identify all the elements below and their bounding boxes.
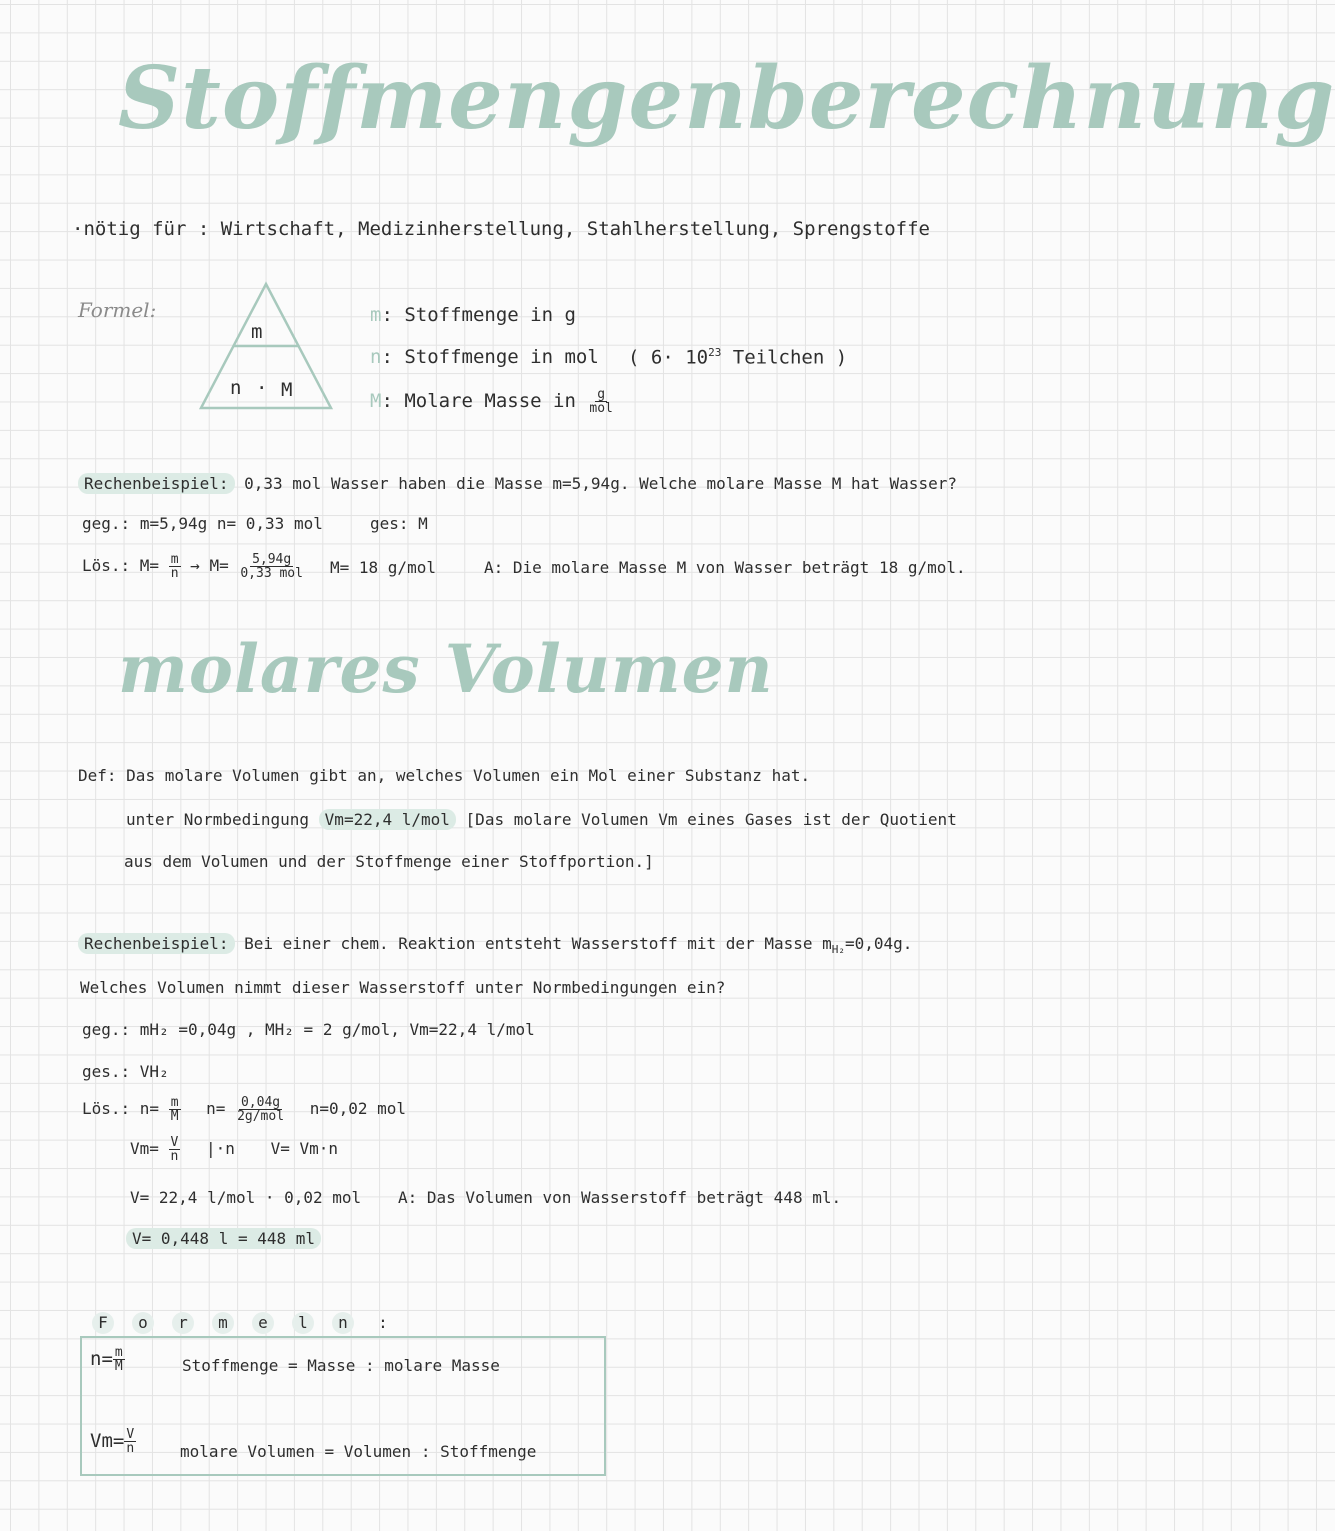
def-amount-text: : Stoffmenge in mol — [381, 346, 599, 368]
triangle-top: m — [251, 321, 263, 343]
formeln-letter: m — [212, 1312, 234, 1334]
def-molar-mass — [370, 388, 615, 415]
e2-f2-num: 0,04g — [240, 1095, 281, 1110]
example2-sought: ges.: VH₂ — [82, 1062, 169, 1081]
example2-n-eq: n= — [206, 1099, 226, 1118]
definition-label: Def: — [78, 766, 117, 785]
formeln-letter: : — [378, 1313, 388, 1332]
example2-solution1 — [82, 1096, 406, 1123]
formeln-letter: n — [332, 1312, 354, 1334]
particles-pre: ( 6· 10 — [628, 346, 709, 369]
formeln-row2-fraction — [124, 1428, 136, 1455]
def-amount — [370, 346, 599, 368]
example2-n-result: n=0,02 mol — [309, 1099, 407, 1118]
example2-given: geg.: mH₂ =0,04g , MH₂ = 2 g/mol, Vm=22,4 l/mol — [82, 1020, 535, 1039]
def-mass — [370, 304, 576, 326]
formeln-heading — [92, 1312, 412, 1334]
unit-den: mol — [589, 401, 613, 416]
e2-f3-den: n — [170, 1149, 179, 1164]
example1-result: M= 18 g/mol — [330, 558, 436, 577]
example2-line1 — [78, 934, 912, 956]
formeln-letter: e — [252, 1312, 274, 1334]
e2-f2-den: 2g/mol — [237, 1109, 285, 1124]
def-molar-mass-text: : Molare Masse in — [381, 390, 576, 412]
example1-solution — [82, 553, 305, 580]
formeln-row2 — [90, 1428, 136, 1455]
example2-vm-eq: Vm= — [130, 1139, 159, 1158]
row1-den: M — [114, 1359, 123, 1374]
f1-num: m — [170, 552, 179, 567]
example2-text1: Bei einer chem. Reaktion entsteht Wasserstoff mit der Masse m — [244, 934, 832, 953]
example2-v-eq: V= Vm·n — [270, 1139, 338, 1158]
formeln-letter: l — [292, 1312, 314, 1334]
example2-v-result: V= 0,448 l = 448 ml — [126, 1228, 321, 1249]
example2-label: Rechenbeispiel: — [78, 933, 235, 954]
row2-den: n — [126, 1441, 135, 1456]
formeln-letter: o — [132, 1312, 154, 1334]
example1-arrow: → M= — [190, 556, 229, 575]
example2-times-n: |·n — [206, 1139, 235, 1158]
e2-f1-num: m — [170, 1095, 179, 1110]
formeln-row2-pre: Vm= — [90, 1430, 125, 1452]
formeln-row1 — [90, 1346, 125, 1373]
unit-num: g — [597, 387, 606, 402]
f2-den: 0,33 mol — [240, 566, 303, 581]
example1-geg: m=5,94g n= 0,33 mol — [139, 514, 323, 533]
def-amount-sym: n — [370, 346, 382, 368]
example2-fraction2 — [235, 1096, 286, 1123]
e2-f1-den: M — [170, 1109, 179, 1124]
definition-line2 — [126, 810, 957, 829]
particles-post: Teilchen ) — [721, 346, 848, 369]
intro-prefix: ·nötig für : — [72, 218, 210, 240]
intro-text: Wirtschaft, Medizinherstellung, Stahlherstellung, Sprengstoffe — [220, 218, 930, 240]
def-molar-mass-sym: M — [370, 390, 382, 412]
example1-text: 0,33 mol Wasser haben die Masse m=5,94g. Welche molare Masse M hat Wasser? — [244, 474, 957, 493]
example1-label: Rechenbeispiel: — [78, 473, 235, 494]
row2-num: V — [126, 1427, 135, 1442]
example2-text1-end: =0,04g. — [845, 934, 913, 953]
intro-line — [72, 218, 930, 240]
definition-pre: unter Normbedingung — [126, 810, 310, 829]
page-title: Stoffmengenberechnung — [118, 48, 1335, 149]
formel-label: Formel: — [78, 298, 157, 322]
e2-f3-num: V — [170, 1135, 179, 1150]
triangle-bottom-left: n — [230, 377, 242, 399]
example2-line2: Welches Volumen nimmt dieser Wasserstoff unter Normbedingungen ein? — [80, 978, 726, 997]
definition-line1 — [78, 766, 810, 785]
definition-highlight: Vm=22,4 l/mol — [319, 809, 456, 830]
unit-fraction — [587, 388, 614, 415]
example2-v-calc: V= 22,4 l/mol · 0,02 mol — [130, 1188, 362, 1207]
def-mass-sym: m — [370, 304, 382, 326]
formeln-row1-pre: n= — [90, 1348, 113, 1370]
row1-num: m — [114, 1345, 123, 1360]
definition-line3: aus dem Volumen und der Stoffmenge einer Stoffportion.] — [124, 852, 654, 871]
formeln-row1-text: Stoffmenge = Masse : molare Masse — [182, 1356, 500, 1375]
particles-exp: 23 — [708, 346, 722, 359]
formeln-row2-text: molare Volumen = Volumen : Stoffmenge — [180, 1442, 537, 1461]
example2-answer: A: Das Volumen von Wasserstoff beträgt 448 ml. — [398, 1188, 842, 1207]
f1-den: n — [170, 566, 179, 581]
example2-fraction3 — [169, 1136, 181, 1163]
example1-line — [78, 474, 957, 493]
example2-solution2 — [130, 1136, 338, 1163]
section-title-molar-volume: molares Volumen — [118, 630, 774, 708]
f2-num: 5,94g — [252, 552, 292, 567]
particles-note — [628, 346, 847, 368]
triangle-dot: · — [256, 377, 268, 399]
example1-loes-label: Lös.: M= — [82, 556, 160, 575]
example2-sub: H₂ — [831, 943, 845, 957]
example1-fraction1 — [169, 553, 181, 580]
formeln-letter: r — [172, 1312, 194, 1334]
example1-given — [82, 514, 323, 533]
example2-fraction1 — [169, 1096, 181, 1123]
definition-text1: Das molare Volumen gibt an, welches Volumen ein Mol einer Substanz hat. — [126, 766, 811, 785]
definition-post: [Das molare Volumen Vm eines Gases ist der Quotient — [465, 810, 957, 829]
def-mass-text: : Stoffmenge in g — [381, 304, 576, 326]
formeln-letter: F — [92, 1312, 114, 1334]
example1-answer: A: Die molare Masse M von Wasser beträgt 18 g/mol. — [484, 558, 966, 577]
example1-fraction2 — [238, 553, 305, 580]
example2-loes-label: Lös.: n= — [82, 1099, 160, 1118]
triangle-bottom-right: M — [281, 379, 293, 401]
example1-geg-label: geg.: — [82, 514, 131, 533]
example1-sought: ges: M — [370, 514, 428, 533]
formeln-row1-fraction — [113, 1346, 125, 1373]
